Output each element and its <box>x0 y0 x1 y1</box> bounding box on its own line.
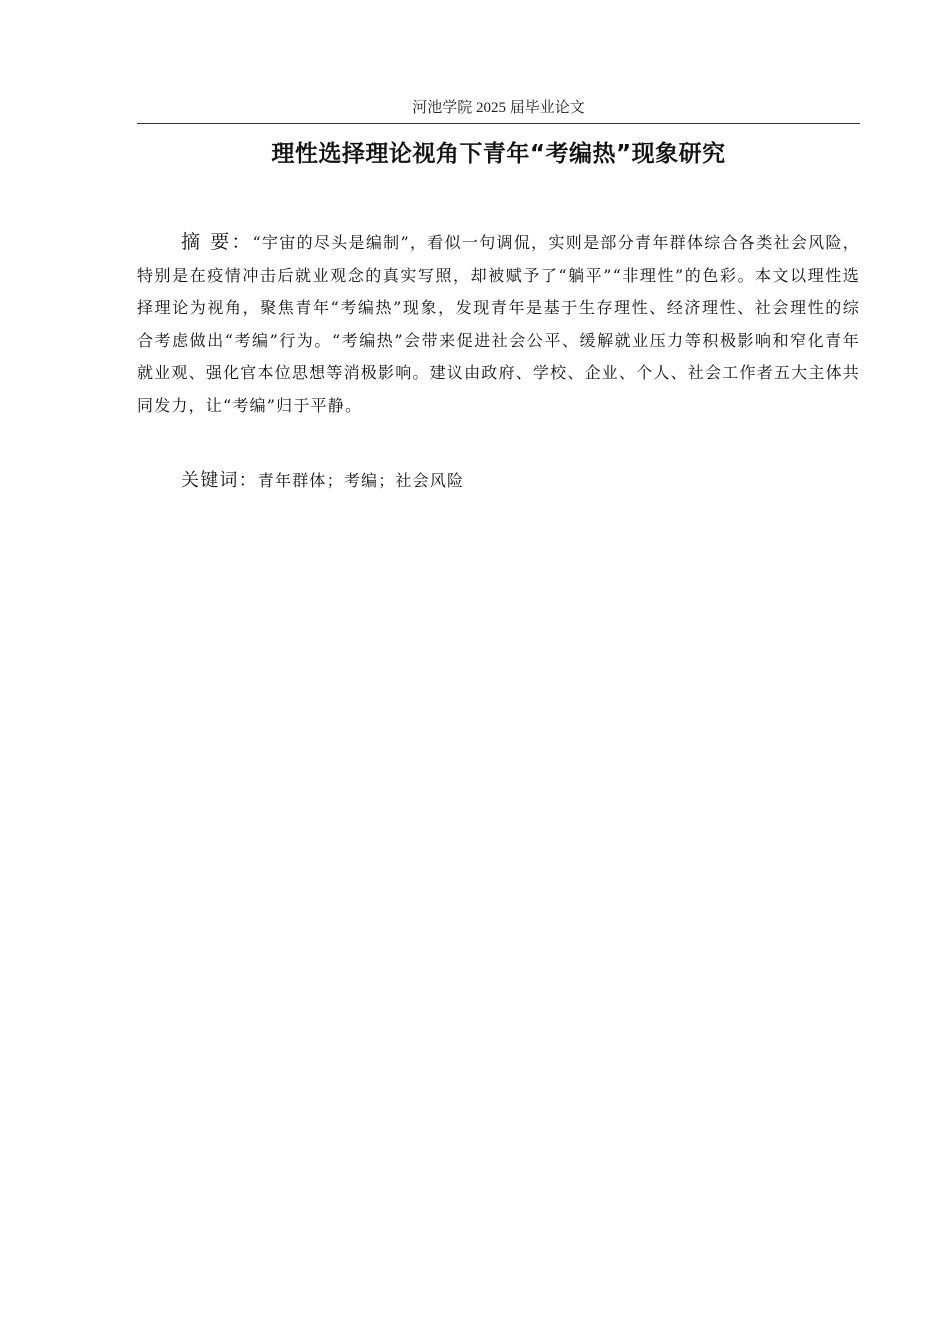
running-header: 河池学院 2025 届毕业论文 <box>412 100 585 116</box>
keywords-text: 青年群体；考编；社会风险 <box>257 471 465 490</box>
keywords-label: 关键词： <box>181 470 258 491</box>
paper-title: 理性选择理论视角下青年“考编热”现象研究 <box>271 141 726 167</box>
header-divider <box>137 123 860 124</box>
abstract-label: 摘 要： <box>181 231 253 253</box>
abstract-text: “宇宙的尽头是编制”，看似一句调侃，实则是部分青年群体综合各类社会风险，特别是在疫情冲击后就业观念的真实写照，却被赋予了“躺平”“非理性”的色彩。本文以理性选择理论为视角，聚焦青年“考编热”现象，发现青年是基于生存理性、经济理性、社会理性的综合考虑做出“考编”行为。“考编热”会带来促进社会公平、缓解就业压力等积极影响和窄化青年就业观、强化官本位思想等消极影响。建议由政府、学校、企业、个人、社会工作者五大主体共同发力，让“考编”归于平静。 <box>137 233 861 415</box>
abstract-paragraph <box>137 226 860 422</box>
keywords-line <box>181 466 860 496</box>
